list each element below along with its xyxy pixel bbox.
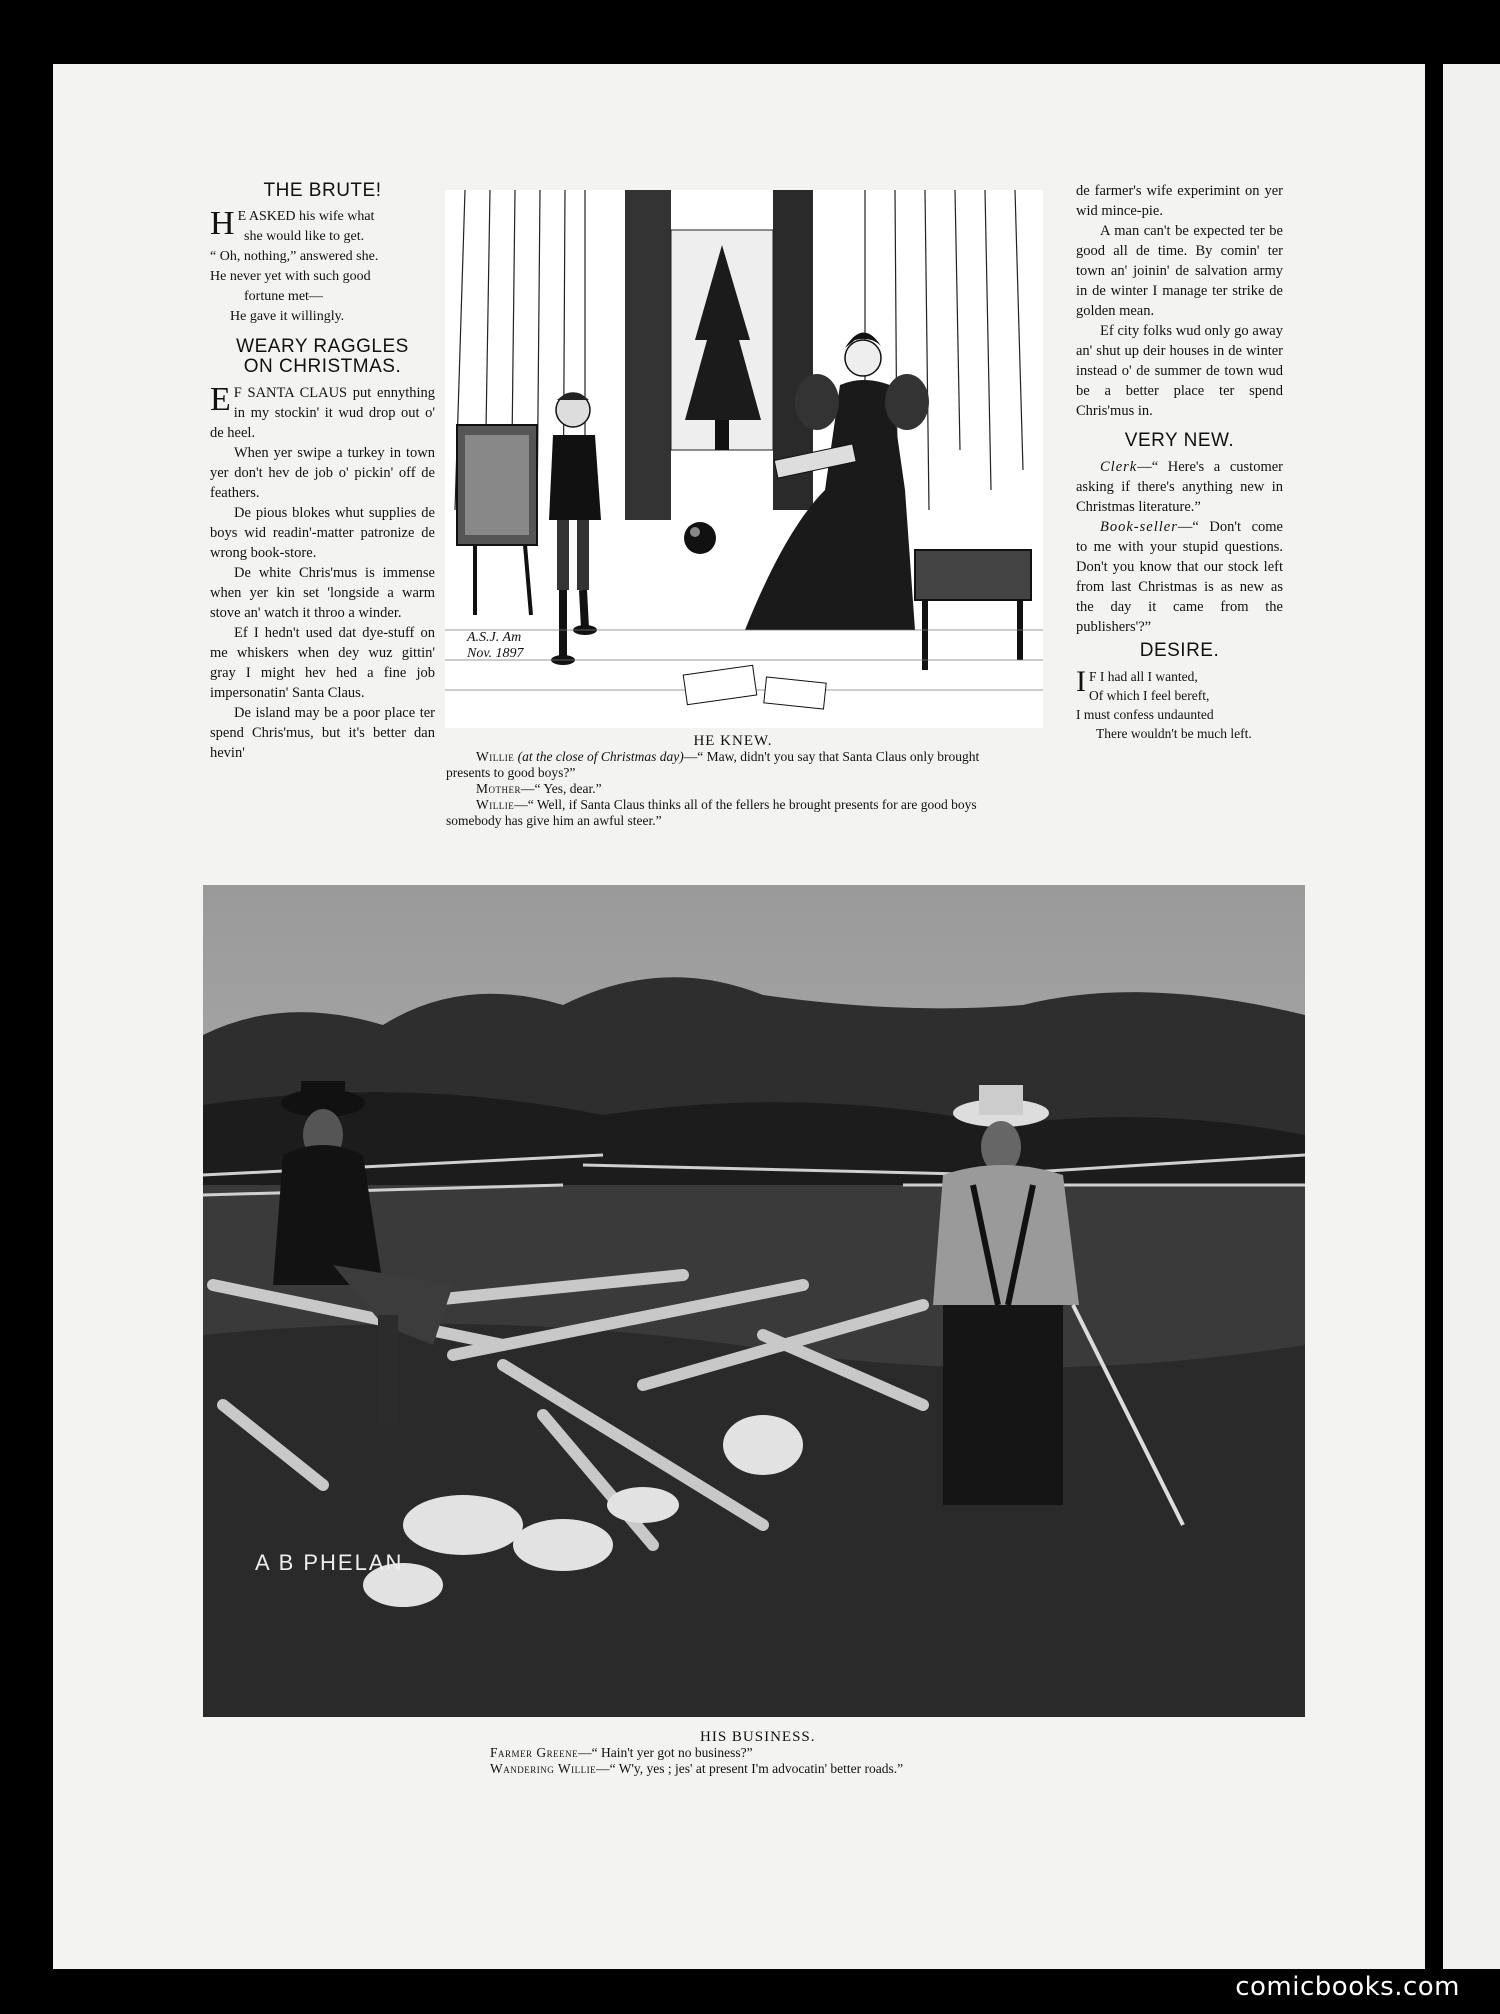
willie-reply: —“ W'y, yes ; jes' at present I'm advocatin' better roads.” — [596, 1761, 904, 1776]
illustration-signature: A.S.J. Am Nov. 1897 — [467, 630, 524, 661]
raggles-continuation: de farmer's wife experimint on yer wid mince-pie. — [1076, 183, 1283, 219]
raggles-first-paragraph — [210, 383, 435, 443]
he-knew-dialogue-1 — [446, 749, 1020, 781]
farmer-line: —“ Hain't yer got no business?” — [578, 1745, 753, 1760]
very-new-seller — [1076, 517, 1283, 637]
he-knew-dialogue-3 — [446, 797, 1020, 829]
his-business-farmer — [490, 1745, 1050, 1761]
seller-line: —“ Don't come to me with your stupid questions. Don't you know that our stock left from last Christmas is as new as the day it came from the publishers'?” — [1076, 519, 1283, 635]
speaker-willie: Willie — [476, 797, 515, 812]
brute-title: THE BRUTE! — [263, 180, 382, 201]
his-business-willie — [490, 1761, 1050, 1777]
he-knew-caption — [446, 733, 1020, 829]
photo-signature: A B PHELAN — [255, 1550, 404, 1575]
raggles-paragraph: De island may be a poor place ter spend Chris'mus, but it's better dan hevin' — [210, 705, 435, 761]
brute-drop-cap: H — [210, 205, 235, 242]
left-column — [210, 181, 435, 763]
he-knew-dialogue-2 — [446, 781, 1020, 797]
desire-line-2: Of which I feel bereft, — [1089, 688, 1210, 703]
his-business-photograph — [203, 885, 1305, 1717]
he-knew-title: HE KNEW. — [693, 733, 773, 749]
brute-line-3: “ Oh, nothing,” answered she. — [210, 249, 379, 264]
raggles-title-1: WEARY RAGGLES — [236, 336, 409, 357]
site-watermark: comicbooks.com — [1235, 1972, 1460, 2002]
desire-line-3: I must confess undaunted — [1076, 707, 1214, 722]
desire-drop-cap: I — [1076, 665, 1086, 698]
brute-line-4: He never yet with such good — [210, 269, 371, 284]
adjacent-page-edge — [1443, 64, 1500, 1969]
clerk-line: —“ Here's a customer asking if there's anything new in Christmas literature.” — [1076, 459, 1283, 515]
desire-line-1: F I had all I wanted, — [1089, 669, 1198, 684]
speaker-book-seller: Book-seller — [1100, 519, 1178, 535]
raggles-title-2: ON CHRISTMAS. — [243, 356, 402, 377]
fence-and-farmers-photo — [203, 885, 1305, 1717]
brute-line-5: fortune met— — [244, 289, 323, 304]
desire-line-4: There wouldn't be much left. — [1096, 726, 1252, 741]
he-knew-illustration — [445, 190, 1043, 728]
his-business-title: HIS BUSINESS. — [700, 1729, 816, 1745]
very-new-title: VERY NEW. — [1124, 430, 1235, 451]
speaker-mother: Mother — [476, 781, 522, 796]
raggles-paragraph: When yer swipe a turkey in town yer don't hev de job o' pickin' off de feathers. — [210, 445, 435, 501]
speaker-wandering-willie: Wandering Willie — [490, 1761, 597, 1776]
raggles-paragraph: De white Chris'mus is immense when yer kin set 'longside a warm stove an' watch it throo a winder. — [210, 565, 435, 621]
willie-line-1: —“ Maw, didn't you say that Santa Claus only brought presents to good boys?” — [446, 749, 980, 780]
right-column — [1076, 181, 1283, 743]
raggles-paragraph: Ef I hedn't used dat dye-stuff on me whiskers when dey wuz gittin' gray I might hev hed a fine job impersonatin' Santa Claus. — [210, 625, 435, 701]
brute-line-1: E ASKED his wife what — [237, 209, 375, 224]
his-business-caption — [490, 1729, 1050, 1777]
brute-line-6: He gave it willingly. — [230, 309, 345, 324]
stage-direction: (at the close of Christmas day) — [517, 749, 684, 764]
speaker-farmer-greene: Farmer Greene — [490, 1745, 579, 1760]
speaker-willie: Willie — [476, 749, 515, 764]
speaker-clerk: Clerk — [1100, 459, 1138, 475]
raggles-first-text: F SANTA CLAUS put ennything in my stockin' it wud drop out o' de heel. — [210, 385, 435, 441]
raggles-paragraph: Ef city folks wud only go away an' shut up deir houses in de winter instead o' de summer de town wud be a better place ter spend Chris'mus in. — [1076, 323, 1283, 419]
raggles-drop-cap: E — [210, 381, 231, 418]
raggles-paragraph: A man can't be expected ter be good all de time. By comin' ter town an' joinin' de salvation army in de winter I manage ter strike de golden mean. — [1076, 223, 1283, 319]
desire-poem — [1076, 667, 1283, 743]
willie-line-2: —“ Well, if Santa Claus thinks all of the fellers he brought presents for are good boys somebody has give him an awful steer.” — [446, 797, 977, 828]
brute-poem — [210, 207, 435, 327]
desire-title: DESIRE. — [1139, 640, 1220, 661]
raggles-paragraph: De pious blokes whut supplies de boys wid readin'-matter patronize de wrong book-store. — [210, 505, 435, 561]
mother-line: —“ Yes, dear.” — [521, 781, 602, 796]
very-new-clerk — [1076, 457, 1283, 517]
brute-line-2: she would like to get. — [244, 229, 365, 244]
